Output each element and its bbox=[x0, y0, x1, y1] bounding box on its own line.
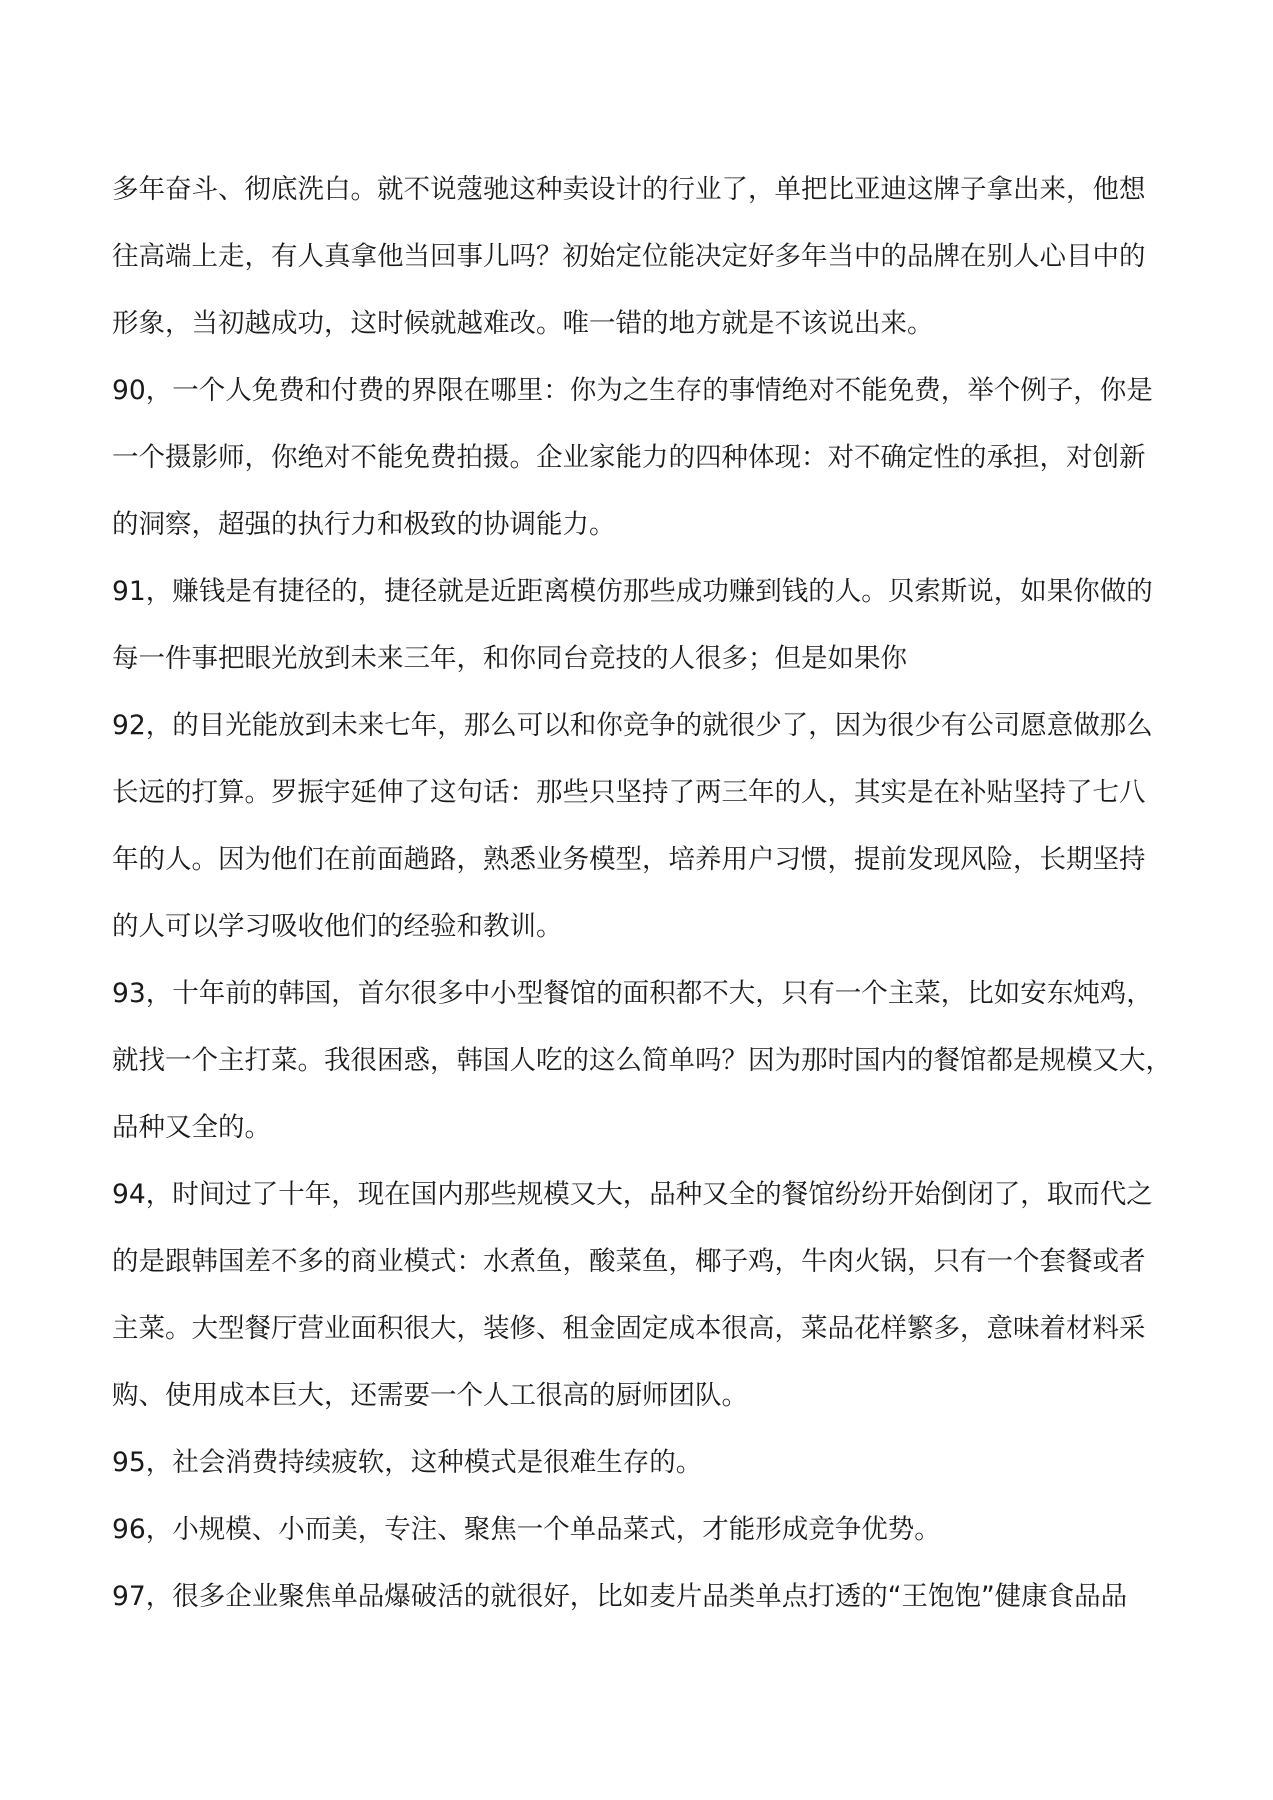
text-line: 形象，当初越成功，这时候就越难改。唯一错的地方就是不该说出来。 bbox=[112, 308, 934, 339]
text-line: 的人可以学习吸收他们的经验和教训。 bbox=[112, 911, 563, 942]
text-line: 91，赚钱是有捷径的，捷径就是近距离模仿那些成功赚到钱的人。贝索斯说，如果你做的 bbox=[112, 576, 1153, 607]
text-line: 主菜。大型餐厅营业面积很大，装修、租金固定成本很高，菜品花样繁多，意味着材料采 bbox=[112, 1313, 1146, 1344]
text-line: 90，一个人免费和付费的界限在哪里：你为之生存的事情绝对不能免费，举个例子，你是 bbox=[112, 375, 1153, 406]
text-line: 品种又全的。 bbox=[112, 1112, 271, 1143]
document-body bbox=[112, 156, 1172, 1630]
text-line: 购、使用成本巨大，还需要一个人工很高的厨师团队。 bbox=[112, 1380, 748, 1411]
text-line: 就找一个主打菜。我很困惑，韩国人吃的这么简单吗？因为那时国内的餐馆都是规模又大， bbox=[112, 1045, 1172, 1076]
text-line: 往高端上走，有人真拿他当回事儿吗？初始定位能决定好多年当中的品牌在别人心目中的 bbox=[112, 241, 1146, 272]
text-line: 长远的打算。罗振宇延伸了这句话：那些只坚持了两三年的人，其实是在补贴坚持了七八 bbox=[112, 777, 1146, 808]
text-line: 的是跟韩国差不多的商业模式：水煮鱼，酸菜鱼，椰子鸡，牛肉火锅，只有一个套餐或者 bbox=[112, 1246, 1146, 1277]
text-line: 93，十年前的韩国，首尔很多中小型餐馆的面积都不大，只有一个主菜，比如安东炖鸡， bbox=[112, 978, 1153, 1009]
text-line: 每一件事把眼光放到未来三年，和你同台竞技的人很多；但是如果你 bbox=[112, 643, 907, 674]
text-line: 97，很多企业聚焦单品爆破活的就很好，比如麦片品类单点打透的“王饱饱”健康食品品 bbox=[112, 1581, 1128, 1612]
text-line: 多年奋斗、彻底洗白。就不说蔻驰这种卖设计的行业了，单把比亚迪这牌子拿出来，他想 bbox=[112, 174, 1146, 205]
text-line: 96，小规模、小而美，专注、聚焦一个单品菜式，才能形成竞争优势。 bbox=[112, 1514, 941, 1545]
text-line: 的洞察，超强的执行力和极致的协调能力。 bbox=[112, 509, 616, 540]
text-line: 95，社会消费持续疲软，这种模式是很难生存的。 bbox=[112, 1447, 703, 1478]
text-line: 94，时间过了十年，现在国内那些规模又大，品种又全的餐馆纷纷开始倒闭了，取而代之 bbox=[112, 1179, 1153, 1210]
text-line: 年的人。因为他们在前面趟路，熟悉业务模型，培养用户习惯，提前发现风险，长期坚持 bbox=[112, 844, 1146, 875]
text-line: 92，的目光能放到未来七年，那么可以和你竞争的就很少了，因为很少有公司愿意做那么 bbox=[112, 710, 1153, 741]
text-line: 一个摄影师，你绝对不能免费拍摄。企业家能力的四种体现：对不确定性的承担，对创新 bbox=[112, 442, 1146, 473]
